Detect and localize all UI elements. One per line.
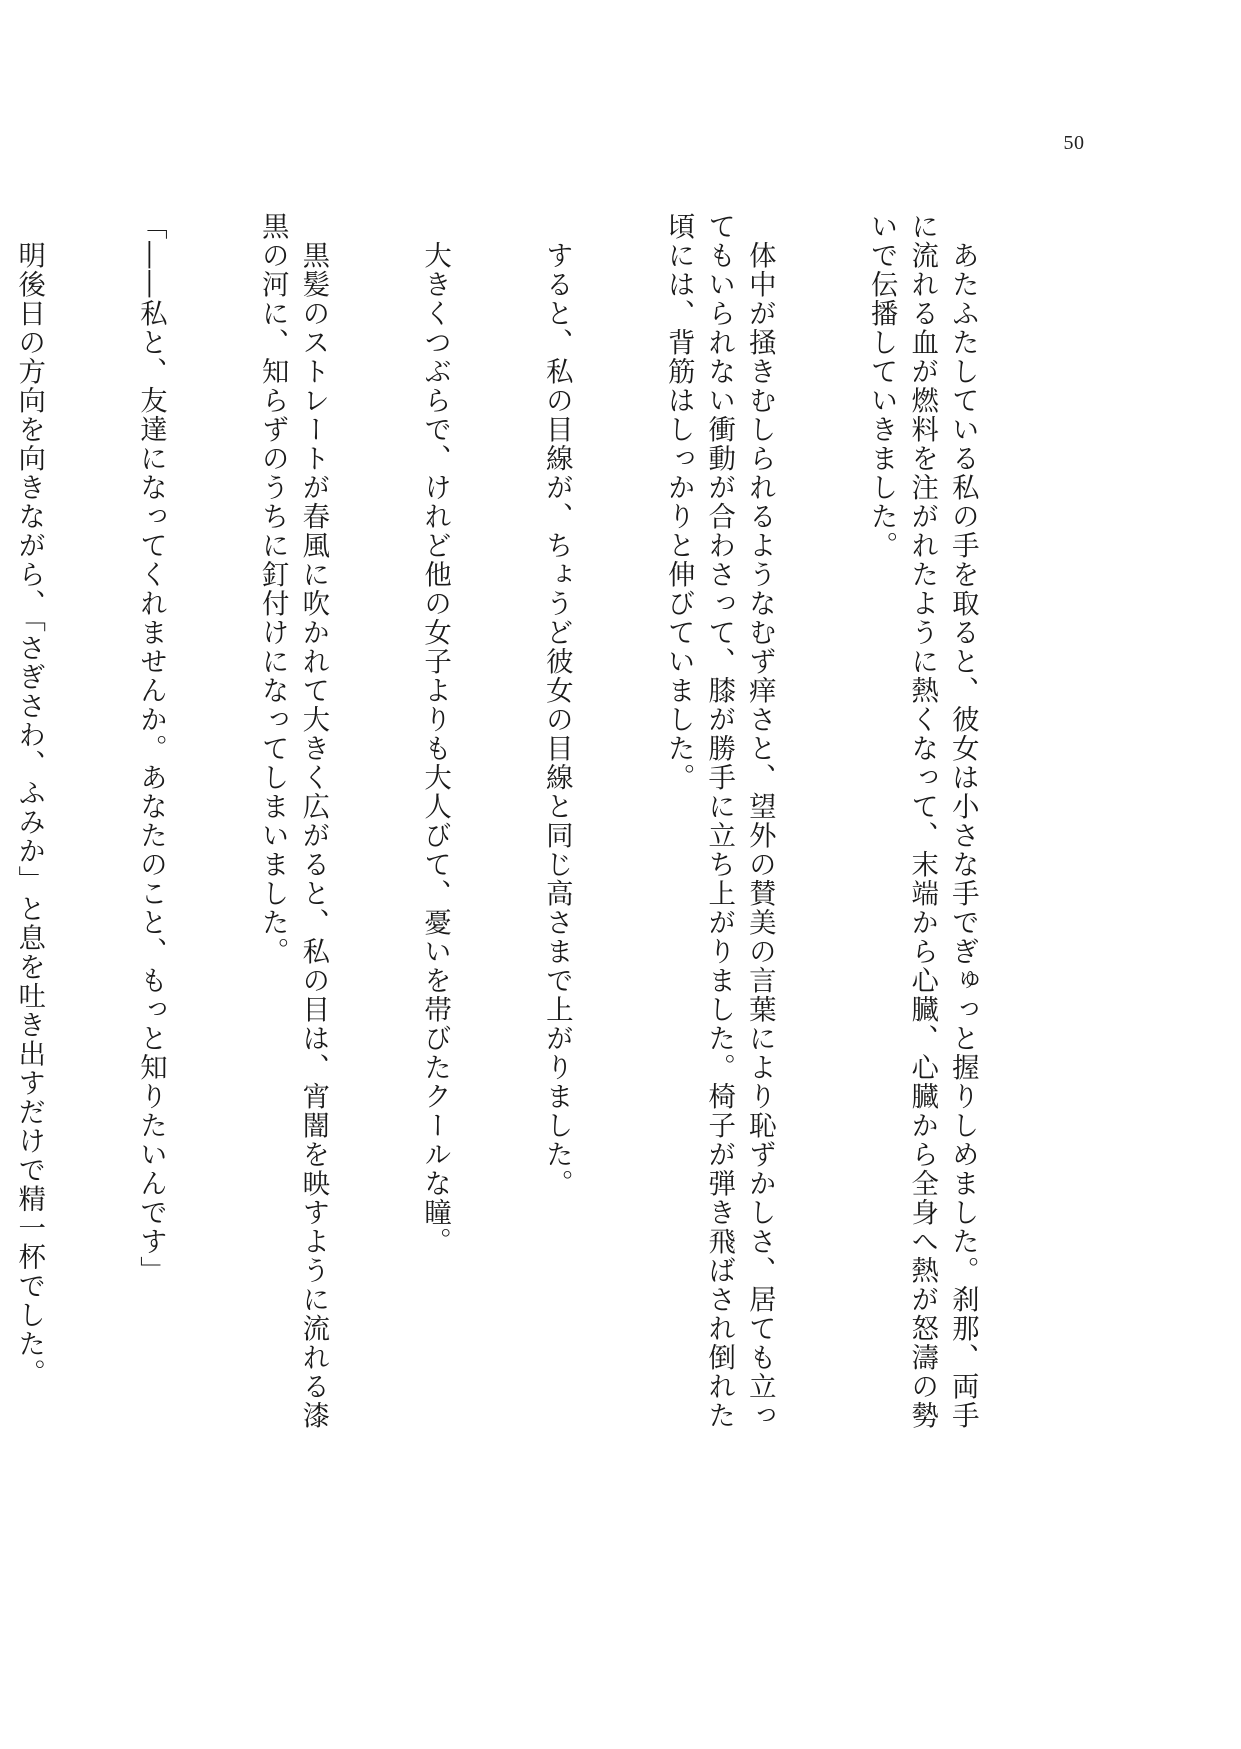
page-number: 50 xyxy=(1063,132,1085,154)
paragraph: 大きくつぶらで、けれど他の女子よりも大人びて、憂いを帯びたクールな瞳。 xyxy=(419,212,451,1256)
paragraph: 黒髪のストレートが春風に吹かれて大きく広がると、私の目は、宵闇を映すように流れる漆 黒の河に、知らずのうちに釘付けになってしまいました。 xyxy=(256,212,329,1430)
paragraph: 明後日の方向を向きながら、「さぎさわ、ふみか」と息を吐き出すだけで精一杯でした。 xyxy=(13,212,45,1388)
dialogue-line: 「――私と、友達になってくれませんか。あなたのこと、もっと知りたいんです」 xyxy=(134,212,166,1285)
paragraph: 体中が掻きむしられるようなむず痒さと、望外の賛美の言葉により恥ずかしさ、居ても立っ てもいられない衝動が合わさって、膝が勝手に立ち上がりました。椅子が弾き飛ばされ倒れた 頃には、背筋はしっかりと伸びていました。 xyxy=(662,212,775,1430)
paragraph: あたふたしている私の手を取ると、彼女は小さな手でぎゅっと握りしめました。刹那、両手 に流れる血が燃料を注がれたように熱くなって、末端から心臓、心臓から全身へ熱が怒濤の勢 いで伝播していきました。 xyxy=(865,212,978,1430)
vertical-text-body xyxy=(0,212,1063,1572)
paragraph: すると、私の目線が、ちょうど彼女の目線と同じ高さまで上がりました。 xyxy=(540,212,572,1198)
